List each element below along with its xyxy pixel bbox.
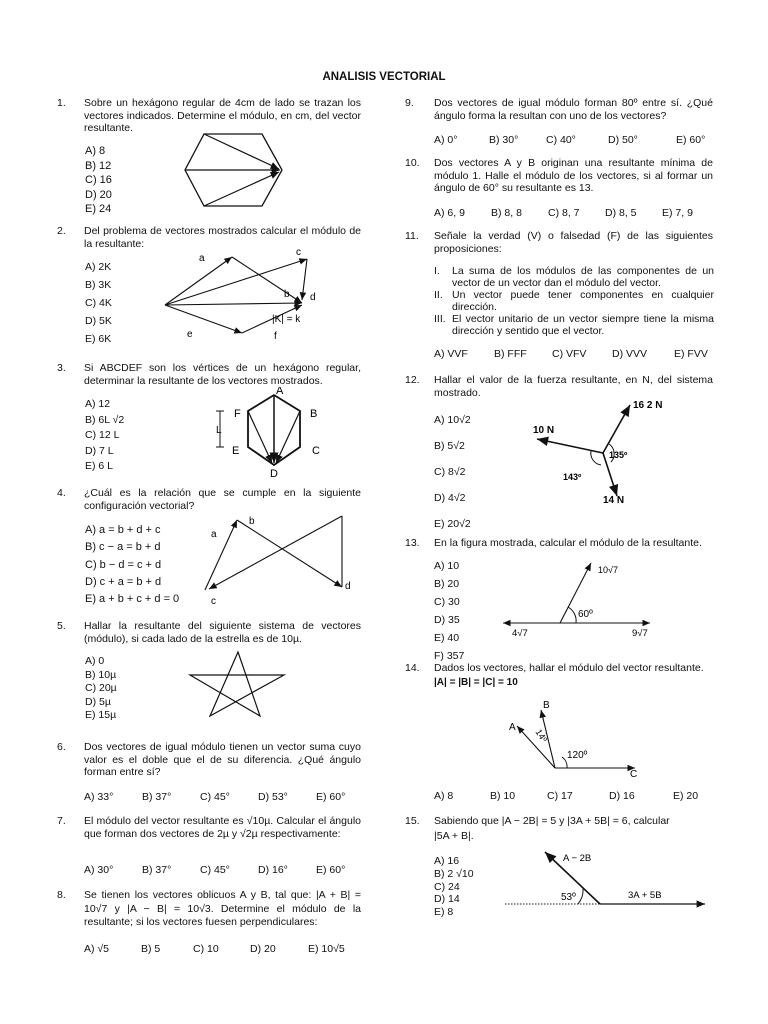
question-text: Sobre un hexágono regular de 4cm de lado se trazan los vectores indicados. Determine el módulo, en cm, del vector resultante. [84,97,361,134]
label-l: L [216,425,222,436]
force-10-label: 10 N [533,425,555,436]
question-5 [57,620,367,725]
label-b: b [249,516,255,527]
option-c[interactable]: C) 4K [85,297,112,309]
question-text: ¿Cuál es la relación que se cumple en la siguiente configuración vectorial? [84,487,361,512]
question-text: En la figura mostrada, calcular el módulo de la resultante. [434,537,702,549]
vertex-f: F [234,408,241,420]
option-b[interactable]: B) 30° [489,134,519,146]
vectors-figure [162,245,362,350]
vector-c-label: C [630,769,638,780]
option-a[interactable]: A) 33° [84,791,114,803]
option-b[interactable]: B) 6L √2 [85,413,125,426]
question-number: 11. [405,230,419,242]
option-e[interactable]: E) 6 L [85,460,114,472]
vertex-c: C [312,445,320,457]
question-10 [405,157,715,222]
angle-14-label: 14º [533,727,550,745]
question-number: 13. [405,537,420,549]
question-text: Dos vectores A y B originan una resultante mínima de módulo 1. Halle el módulo de los vectores, si al formar un ángulo de 60° su resultante es 13. [434,157,713,194]
proposition-1: I. La suma de los módulos de las componentes de un vector de un vector dan el módulo del vector. [434,265,714,289]
question-number: 4. [57,487,66,499]
option-f[interactable]: F) 357 [434,650,465,662]
question-text: Se tienen los vectores oblicuos A y B, tal que: |A + B| = 10√7 y |A − B| = 10√3. Determine el módulo de la resultante; si los vectores fuesen perpendiculares: [84,889,361,928]
option-d[interactable]: D) 50° [608,134,638,146]
label-c: c [211,596,216,607]
option-b[interactable]: B) 10 [490,790,516,802]
question-number: 6. [57,741,66,753]
proposition-2: II. Un vector puede tener componentes en cualquier dirección. [434,289,714,313]
option-b[interactable]: B) FFF [494,348,527,360]
option-a[interactable]: A) a = b + d + c [85,524,161,536]
question-number: 9. [405,97,414,109]
option-e[interactable]: E) 20√2 [434,518,471,530]
question-number: 8. [57,889,66,901]
option-c[interactable]: C) 24 [434,880,460,893]
two-vectors-figure [505,847,715,909]
option-a[interactable]: A) 0 [85,655,105,667]
label-e: e [187,329,193,340]
question-number: 7. [57,815,66,827]
vertex-b: B [310,408,318,420]
angle-135-label: 135º [609,450,628,460]
angle-vectors-figure [500,557,710,642]
option-d[interactable]: D) 5K [85,315,112,327]
option-c[interactable]: C) 12 L [85,429,120,441]
options [434,348,708,360]
force-14-label: 14 N [603,495,625,506]
options [434,855,474,919]
option-b[interactable]: B) c − a = b + d [85,541,161,554]
option-b[interactable]: B) 8, 8 [491,207,522,219]
options [85,655,117,723]
option-e[interactable]: E) 40 [434,632,460,644]
option-c[interactable]: C) VFV [552,348,587,360]
question-text: Hallar el valor de la fuerza resultante, en N, del sistema mostrado. [434,374,713,399]
option-e[interactable]: E) a + b + c + d = 0 [85,593,180,606]
question-8 [57,889,367,964]
angle-53-label: 53º [561,892,576,903]
option-d[interactable]: D) 7 L [85,444,114,457]
vector-10r7-label: 10√7 [598,565,618,575]
question-6 [57,741,367,806]
option-d[interactable]: D) 4√2 [434,492,466,504]
question-7 [57,815,367,880]
option-d[interactable]: D) 53° [258,791,288,803]
options [85,397,124,475]
option-d[interactable]: D) 5µ [85,695,111,708]
options [434,134,705,146]
page-title: ANALISIS VECTORIAL [322,71,446,83]
option-a[interactable]: A) 16 [434,855,460,867]
vertex-d: D [270,468,278,479]
equal-modules-equation: |A| = |B| = |C| = 10 [434,677,518,688]
option-b[interactable]: B) 37° [142,864,172,876]
options [84,791,345,803]
option-a[interactable]: A) 12 [85,398,111,410]
option-b[interactable]: B) 3K [85,279,112,291]
angle-120-label: 120º [567,750,588,761]
question-text: Hallar la resultante del siguiente sistema de vectores (módulo), si cada lado de la estrella es de 10µ. [84,620,361,645]
option-d[interactable]: D) 35 [434,614,460,626]
question-2 [57,225,367,355]
propositions [434,265,714,337]
question-14 [405,662,715,807]
option-a[interactable]: A) 10√2 [434,414,471,426]
option-b[interactable]: B) 12 [85,159,112,172]
options [85,258,112,348]
option-e[interactable]: E) 60° [676,134,706,146]
option-c[interactable]: C) 30 [434,596,460,608]
option-e[interactable]: E) 60° [316,864,346,876]
question-number: 2. [57,225,66,237]
label-d: d [310,292,316,303]
angle-143-label: 143º [563,472,582,482]
option-c[interactable]: C) 8√2 [434,466,466,478]
option-e[interactable]: E) 6K [85,333,112,345]
option-b[interactable]: B) 5 [141,943,161,955]
question-13 [405,537,715,662]
question-text: Dos vectores de igual módulo tienen un vector suma cuyo valor es el doble que el de su diferencia. ¿Qué ángulo forman entre sí? [84,741,361,778]
option-c[interactable]: C) 40° [546,134,576,146]
question-number: 1. [57,97,66,109]
option-e[interactable]: E) 60° [316,791,346,803]
vector-3a-5b-label: 3A + 5B [628,890,662,901]
options [434,207,693,219]
question-9 [405,97,715,152]
options [85,522,179,608]
question-11 [405,230,715,365]
star-figure [182,650,292,722]
option-e[interactable]: E) FVV [674,348,708,360]
proposition-3: III. El vector unitario de un vector siempre tiene la misma dirección y sentido que el vector. [434,313,714,337]
options [84,864,345,876]
options [84,943,345,955]
vertex-a: A [276,387,284,397]
label-b: b [284,289,290,300]
option-c[interactable]: C) 45° [200,864,230,876]
question-number: 5. [57,620,66,632]
label-c: c [296,247,301,258]
option-c[interactable]: C) 16 [85,174,112,186]
option-c[interactable]: C) 20µ [85,682,117,694]
option-d[interactable]: D) 8, 5 [605,207,637,219]
question-12 [405,374,715,529]
option-d[interactable]: D) 20 [85,188,112,201]
question-text: Dados los vectores, hallar el módulo del vector resultante. [434,662,704,674]
question-number: 14. [405,662,420,674]
option-d[interactable]: D) 16° [258,864,288,876]
question-4 [57,487,367,612]
option-a[interactable]: A) 0° [434,134,458,146]
option-d[interactable]: D) 14 [434,893,460,906]
option-e[interactable]: E) 20 [673,790,699,802]
option-b[interactable]: B) 37° [142,791,172,803]
option-a[interactable]: A) 2K [85,261,112,273]
option-c[interactable]: C) 8, 7 [548,207,580,219]
option-a[interactable]: A) VVF [434,348,468,360]
label-a: a [199,253,205,264]
option-a[interactable]: A) 8 [85,145,106,157]
option-b[interactable]: B) 2 √10 [434,867,474,880]
option-e[interactable]: E) 24 [85,203,112,215]
options [85,144,112,217]
hexagon-figure [182,132,292,212]
option-b[interactable]: B) 5√2 [434,440,465,452]
option-d[interactable]: D) 16 [609,790,635,802]
vector-9r7-label: 9√7 [632,628,648,639]
options [434,407,471,537]
angle-60-label: 60º [578,609,593,620]
option-b[interactable]: B) 10µ [85,668,117,681]
label-f: f [274,331,277,342]
option-d[interactable]: D) c + a = b + d [85,575,162,588]
label-d: d [345,581,351,592]
option-e[interactable]: E) 10√5 [308,943,345,955]
hexagon-abcdef-figure [212,387,332,479]
question-number: 12. [405,374,420,386]
vector-4r7-label: 4√7 [512,628,528,639]
options [434,790,698,802]
question-text: Del problema de vectores mostrados calcular el módulo de la resultante: [84,225,361,250]
three-vectors-figure [505,700,645,780]
forces-figure [525,396,710,511]
question-1 [57,97,367,222]
label-a: a [211,529,217,540]
option-a[interactable]: A) √5 [84,943,110,955]
zigzag-vectors-figure [197,512,367,607]
option-a[interactable]: A) 8 [434,790,454,802]
option-e[interactable]: E) 8 [434,906,454,919]
option-a[interactable]: A) 6, 9 [434,207,465,219]
question-number: 3. [57,362,66,374]
option-a[interactable]: A) 30° [84,864,114,876]
vector-b-label: B [543,700,550,711]
option-d[interactable]: D) 20 [250,943,276,955]
option-e[interactable]: E) 15µ [85,709,117,721]
question-text: Si ABCDEF son los vértices de un hexágono regular, determinar la resultante de los vectores mostrados. [84,362,361,387]
vector-a-label: A [509,722,516,733]
question-number: 15. [405,815,420,827]
question-text-continued: |5A + B|. [434,830,474,842]
option-d[interactable]: D) VVV [612,348,648,360]
question-3 [57,362,367,477]
option-e[interactable]: E) 7, 9 [662,207,693,219]
force-16-label: 16 2 N [633,400,663,411]
question-text: Señale la verdad (V) o falsedad (F) de las siguientes proposiciones: [434,230,713,255]
option-c[interactable]: C) b − d = c + d [85,558,162,571]
question-number: 10. [405,157,420,169]
question-text: El módulo del vector resultante es √10µ. Calcular el ángulo que forman dos vectores de 2µ y √2µ respectivamente: [84,815,361,840]
option-c[interactable]: C) 17 [547,790,573,802]
option-a[interactable]: A) 10 [434,560,460,572]
option-c[interactable]: C) 10 [193,943,219,955]
question-text: Dos vectores de igual módulo forman 80º entre sí. ¿Qué ángulo forma la resultan con uno de los vectores? [434,97,713,122]
option-c[interactable]: C) 45° [200,791,230,803]
question-15 [405,815,715,930]
options [434,557,464,665]
option-b[interactable]: B) 20 [434,578,460,590]
vertex-e: E [232,445,240,457]
question-text: Sabiendo que |A − 2B| = 5 y |3A + 5B| = 6, calcular [434,815,670,827]
label-k: |K| = k [272,314,301,325]
vector-a-2b-label: A − 2B [563,853,592,864]
